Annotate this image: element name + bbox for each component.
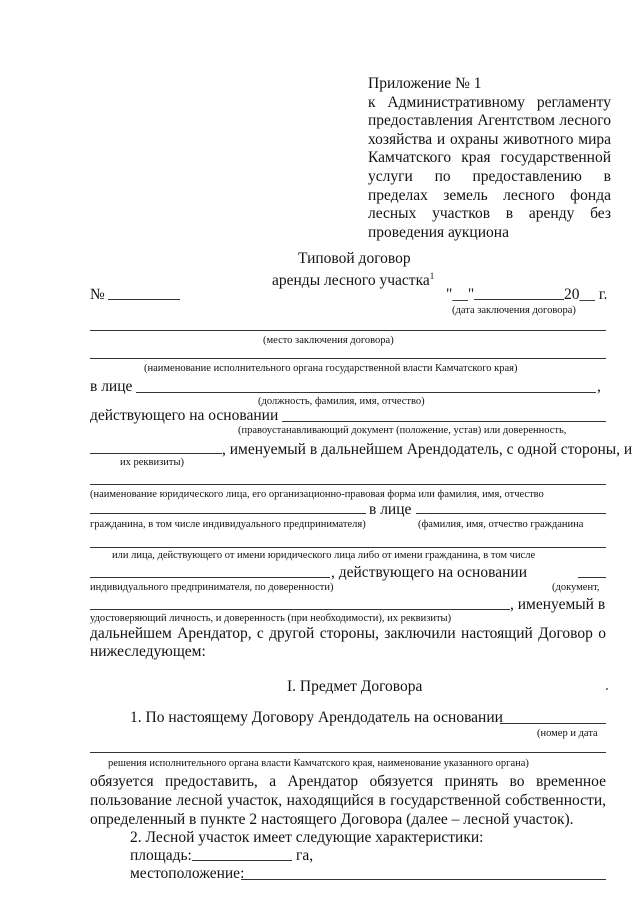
appendix-line: к Административному регламенту	[368, 93, 611, 111]
lessor-basis-field[interactable]	[282, 421, 606, 422]
lessor-person-caption: (должность, фамилия, имя, отчество)	[258, 396, 425, 407]
paragraph-1-line: пользование лесной участок, находящийся в государственной собственности,	[90, 792, 606, 809]
appendix-line: Камчатского края государственной	[368, 149, 611, 167]
date-caption: (дата заключения договора)	[452, 305, 576, 316]
lessor-requisites-field[interactable]	[90, 453, 222, 454]
contract-number-field[interactable]	[108, 299, 180, 300]
scan-dot	[606, 688, 608, 690]
lessor-document-caption: (правоустанавливающий документ (положение, устав) или доверенность,	[238, 425, 567, 436]
appendix-line: хозяйства и охраны животного мира	[368, 130, 611, 148]
lessor-organ-caption: (наименование исполнительного органа государственной власти Камчатского края)	[144, 363, 518, 374]
place-caption: (место заключения договора)	[263, 335, 394, 346]
lessor-person-field[interactable]	[136, 392, 596, 393]
date-year: 20__ г.	[564, 286, 608, 303]
lessee-closing-line: нижеследующем:	[90, 643, 206, 660]
lessee-fio-caption: (фамилия, имя, отчество гражданина	[418, 519, 584, 530]
lessee-acting-person-field[interactable]	[90, 547, 606, 548]
paragraph-1-start: 1. По настоящему Договору Арендодатель на основании	[130, 709, 503, 726]
appendix-line: Приложение № 1	[368, 75, 482, 92]
area-field[interactable]	[192, 860, 292, 861]
location-field[interactable]	[241, 879, 606, 880]
appendix-line: услуги по предоставлению в	[368, 167, 611, 185]
lessee-citizen-caption: гражданина, в том числе индивидуального предпринимателя)	[90, 519, 366, 530]
lessee-acting-basis-label: , действующего на основании	[331, 564, 527, 581]
paragraph-1-line: обязуется предоставить, а Арендатор обязуется принять во временное	[90, 773, 606, 790]
appendix-line: предоставления Агентством лесного	[368, 112, 611, 130]
contract-number-label: №	[90, 286, 105, 303]
decision-number-caption: (номер и дата	[537, 728, 598, 739]
date-day-quote: "__"	[446, 286, 475, 303]
location-label: местоположение:	[130, 865, 245, 882]
lessee-basis-field[interactable]	[578, 577, 606, 578]
paragraph-1-line: определенный в пункте 2 настоящего Договора (далее – лесной участок).	[90, 811, 574, 828]
date-month-field[interactable]	[474, 299, 564, 300]
lessee-name-field[interactable]	[90, 513, 366, 514]
lessee-entity-caption: (наименование юридического лица, его организационно-правовая форма или фамилия, имя, отчество	[90, 489, 544, 500]
lessee-named-as: , именуемый в	[510, 596, 606, 613]
document-title: Типовой договор	[298, 250, 411, 267]
lessee-person-field[interactable]	[416, 513, 606, 514]
lessor-acting-basis-label: действующего на основании	[90, 407, 279, 424]
decision-caption: решения исполнительного органа власти Камчатского края, наименование указанного органа)	[108, 758, 529, 769]
lessor-named-as: , именуемый в дальнейшем Арендодатель, с одной стороны, и	[222, 441, 633, 458]
place-field[interactable]	[90, 330, 606, 331]
area-unit: га,	[296, 847, 314, 864]
footnote-mark: 1	[429, 271, 435, 281]
lessee-identity-caption: удостоверяющий личность, и доверенность (при необходимости), их реквизиты)	[90, 613, 452, 624]
decision-number-field[interactable]	[500, 723, 606, 724]
lessee-identity-field[interactable]	[90, 609, 510, 610]
section-heading: I. Предмет Договора	[287, 678, 423, 695]
paragraph-2: 2. Лесной участок имеет следующие характеристики:	[130, 829, 484, 846]
lessee-closing-line: дальнейшем Арендатор, с другой стороны, заключили настоящий Договор о	[90, 625, 606, 642]
lessee-entity-field[interactable]	[90, 484, 606, 485]
comma: ,	[597, 378, 601, 395]
lessee-document-caption: (документ,	[552, 582, 600, 593]
document-subtitle: аренды лесного участка$^1$	[272, 271, 435, 290]
appendix-line: лесных участков в аренду без	[368, 205, 611, 223]
lessor-organ-field[interactable]	[90, 358, 606, 359]
lessee-ip-field[interactable]	[90, 577, 330, 578]
lessor-in-person-label: в лице	[90, 378, 133, 395]
appendix-header	[368, 75, 611, 242]
lessee-ip-caption: индивидуального предпринимателя, по доверенности)	[90, 582, 334, 593]
appendix-line: пределах земель лесного фонда	[368, 186, 611, 204]
lessee-in-person-label: в лице	[369, 501, 412, 518]
lessee-acting-person-caption: или лица, действующего от имени юридического лица либо от имени гражданина, в том числе	[112, 550, 536, 561]
area-label: площадь:	[130, 847, 192, 864]
appendix-line: проведения аукциона	[368, 223, 509, 241]
decision-field[interactable]	[90, 752, 606, 753]
lessor-requisites-caption: их реквизиты)	[120, 457, 184, 468]
